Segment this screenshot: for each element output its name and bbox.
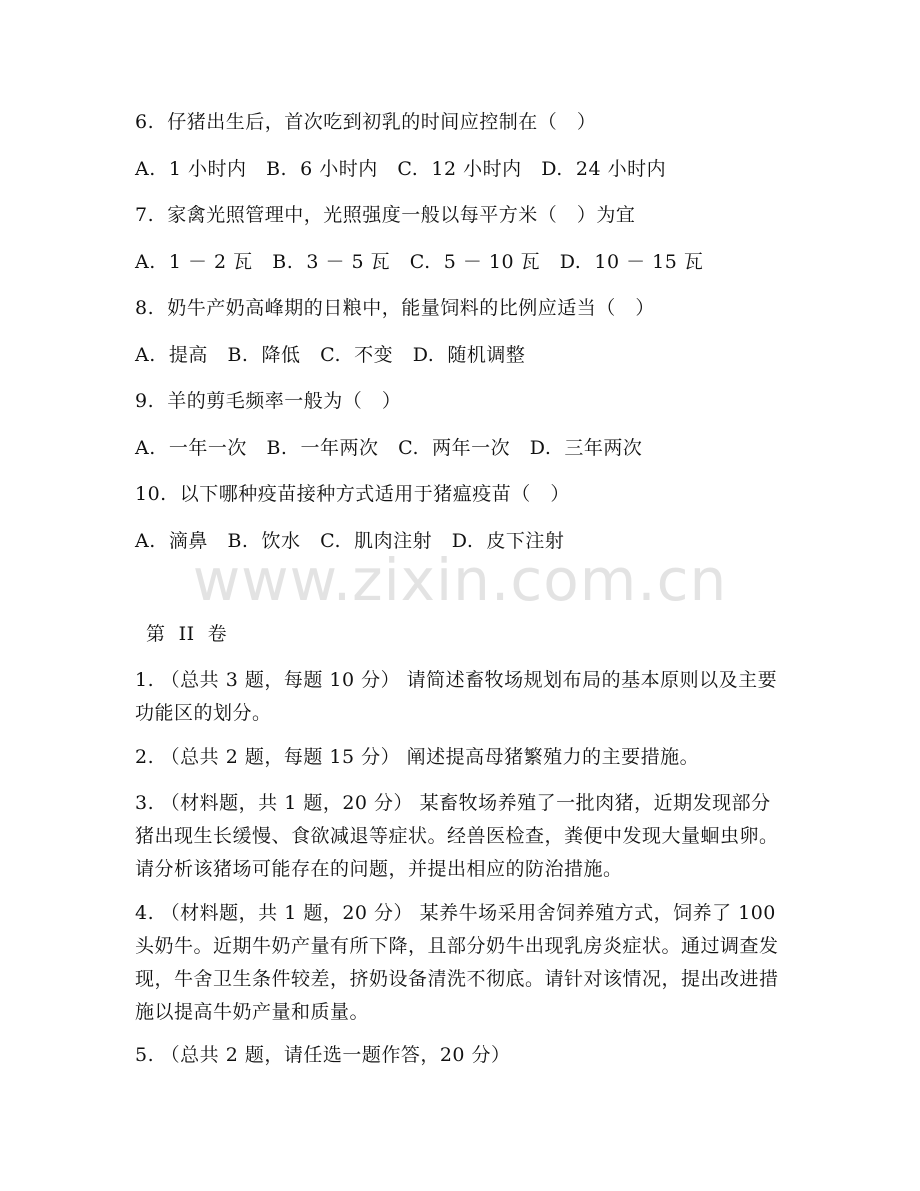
question-7-options: A. 1 － 2 瓦 B. 3 － 5 瓦 C. 5 － 10 瓦 D. 10 － 15 瓦 [135,251,704,273]
question-8-options: A. 提高 B. 降低 C. 不变 D. 随机调整 [135,344,526,366]
question-10-options: A. 滴鼻 B. 饮水 C. 肌肉注射 D. 皮下注射 [135,530,565,552]
question-6-stem: 6. 仔猪出生后，首次吃到初乳的时间应控制在（ ） [135,111,597,133]
question-9-stem: 9. 羊的剪毛频率一般为（ ） [135,390,402,412]
part2-question-1: 1. （总共 3 题，每题 10 分） 请简述畜牧场规划布局的基本原则以及主要功能区的划分。 [135,669,778,724]
part2-question-4: 4. （材料题，共 1 题，20 分） 某养牛场采用舍饲养殖方式，饲养了 100 头奶牛。近期牛奶产量有所下降，且部分奶牛出现乳房炎症状。通过调查发现，牛舍卫生条件较差，挤奶设备清洗不彻底。请针对该情况，提出改进措施以提高牛奶产量和质量。 [135,902,779,1023]
part2-question-5: 5. （总共 2 题，请任选一题作答，20 分） [135,1044,511,1066]
question-7-stem: 7. 家禽光照管理中，光照强度一般以每平方米（ ）为宜 [135,204,636,226]
part2-question-3: 3. （材料题，共 1 题，20 分） 某畜牧场养殖了一批肉猪，近期发现部分猪出现生长缓慢、食欲减退等症状。经兽医检查，粪便中发现大量蛔虫卵。请分析该猪场可能存在的问题，并提出相应的防治措施。 [135,792,779,880]
section-title: 第 II 卷 [146,623,228,645]
question-8-stem: 8. 奶牛产奶高峰期的日粮中，能量饲料的比例应适当（ ） [135,297,655,319]
question-6-options: A. 1 小时内 B. 6 小时内 C. 12 小时内 D. 24 小时内 [135,158,667,180]
question-10-stem: 10. 以下哪种疫苗接种方式适用于猪瘟疫苗（ ） [135,483,570,505]
watermark: www.zixin.com.cn [192,546,728,614]
part2-question-2: 2. （总共 2 题，每题 15 分） 阐述提高母猪繁殖力的主要措施。 [135,746,700,768]
question-9-options: A. 一年一次 B. 一年两次 C. 两年一次 D. 三年两次 [135,437,643,459]
